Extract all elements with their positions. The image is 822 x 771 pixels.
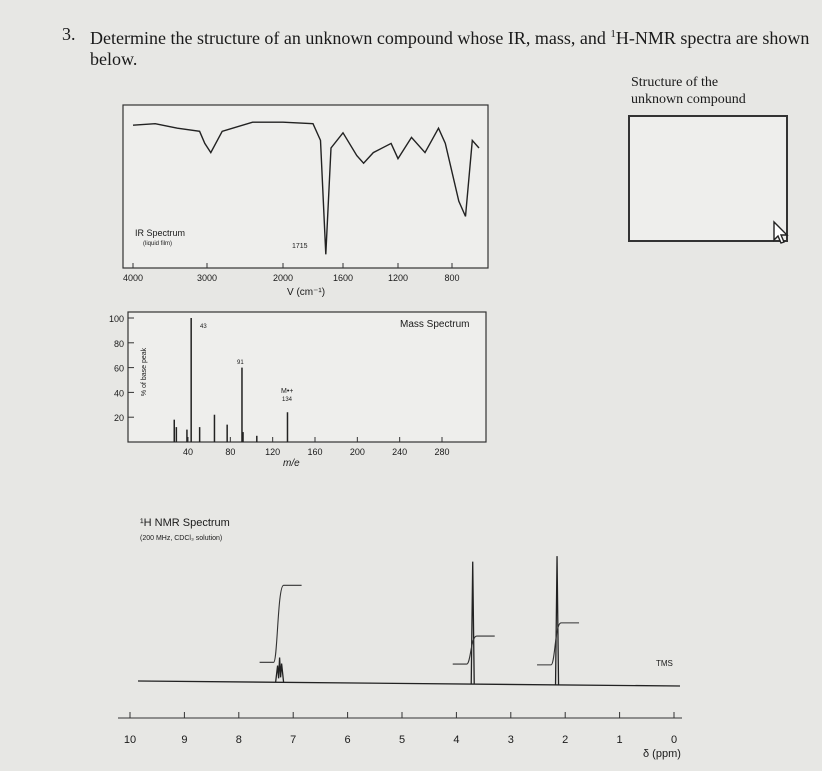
ir-peak-label: 1715 bbox=[292, 243, 308, 250]
mass-y-tick-label: 60 bbox=[113, 363, 124, 374]
question-text-part1: Determine the structure of an unknown compound whose IR, mass, and bbox=[90, 28, 611, 48]
nmr-integrals bbox=[260, 585, 579, 665]
ir-x-tick-label: 3000 bbox=[196, 273, 218, 283]
mass-peak-label-mplus: M•+ bbox=[281, 388, 294, 395]
mass-x-tick-label: 80 bbox=[225, 447, 236, 457]
answer-label-line2: unknown compound bbox=[631, 92, 746, 107]
ir-x-tick-label: 1600 bbox=[332, 273, 354, 283]
mass-y-tick-label: 80 bbox=[113, 338, 124, 349]
nmr-x-tick-label: 7 bbox=[290, 734, 297, 746]
mass-x-tick-label: 160 bbox=[307, 447, 323, 457]
nmr-peaks bbox=[276, 556, 559, 685]
nmr-x-tick-label: 8 bbox=[235, 734, 242, 746]
nmr-x-tick-label: 1 bbox=[616, 734, 623, 746]
mass-peak-label-91: 91 bbox=[237, 360, 244, 366]
nmr-tms-label: TMS bbox=[656, 659, 673, 668]
ir-subtitle: (liquid film) bbox=[143, 241, 173, 247]
nmr-x-ticks bbox=[124, 712, 677, 746]
mass-y-label: % of base peak bbox=[141, 347, 148, 397]
nmr-x-tick-label: 3 bbox=[507, 734, 514, 746]
ir-x-tick-label: 800 bbox=[444, 273, 460, 283]
ir-x-label: V (cm⁻¹) bbox=[287, 287, 326, 298]
nmr-x-tick-label: 5 bbox=[398, 734, 406, 746]
mass-spectrum bbox=[109, 312, 486, 469]
nmr-x-label: δ (ppm) bbox=[643, 748, 681, 760]
ir-x-tick-label: 4000 bbox=[122, 273, 144, 283]
nmr-subtitle: (200 MHz, CDCl₃ solution) bbox=[140, 535, 223, 542]
nmr-x-tick-label: 4 bbox=[453, 734, 460, 746]
mass-x-tick-label: 120 bbox=[265, 447, 281, 457]
nmr-baseline bbox=[138, 681, 680, 686]
mass-y-tick-label: 20 bbox=[113, 413, 124, 424]
mass-frame bbox=[128, 312, 486, 442]
mass-x-tick-label: 200 bbox=[349, 447, 365, 457]
ir-x-tick-label: 1200 bbox=[387, 273, 409, 283]
nmr-x-tick-label: 2 bbox=[562, 734, 569, 746]
nmr-x-tick-label: 6 bbox=[344, 734, 351, 746]
ir-spectrum bbox=[123, 105, 488, 298]
ir-x-tick-label: 2000 bbox=[272, 273, 294, 283]
mass-x-tick-label: 40 bbox=[182, 447, 194, 457]
mass-peak-label-134: 134 bbox=[282, 397, 293, 403]
mass-peak-label-43: 43 bbox=[200, 324, 207, 330]
mass-y-tick-label: 100 bbox=[108, 314, 124, 324]
mass-x-label: m/e bbox=[283, 458, 300, 469]
ir-title: IR Spectrum bbox=[135, 228, 186, 238]
question-text-part2: H-NMR spectra are shown below. bbox=[90, 28, 810, 69]
question-number: 3. bbox=[62, 24, 76, 44]
mass-x-tick-label: 280 bbox=[434, 447, 450, 457]
nmr-title: ¹H NMR Spectrum bbox=[140, 517, 230, 529]
mass-x-tick-label: 240 bbox=[392, 447, 408, 457]
mass-y-tick-label: 40 bbox=[113, 388, 124, 399]
nmr-x-tick-label: 10 bbox=[123, 734, 137, 746]
nmr-x-tick-label: 0 bbox=[670, 734, 678, 746]
mass-title: Mass Spectrum bbox=[400, 319, 470, 330]
answer-label-line1: Structure of the bbox=[631, 75, 719, 90]
question-text-sup: 1 bbox=[610, 28, 616, 40]
nmr-x-tick-label: 9 bbox=[181, 734, 188, 746]
nmr-spectrum bbox=[118, 517, 682, 760]
